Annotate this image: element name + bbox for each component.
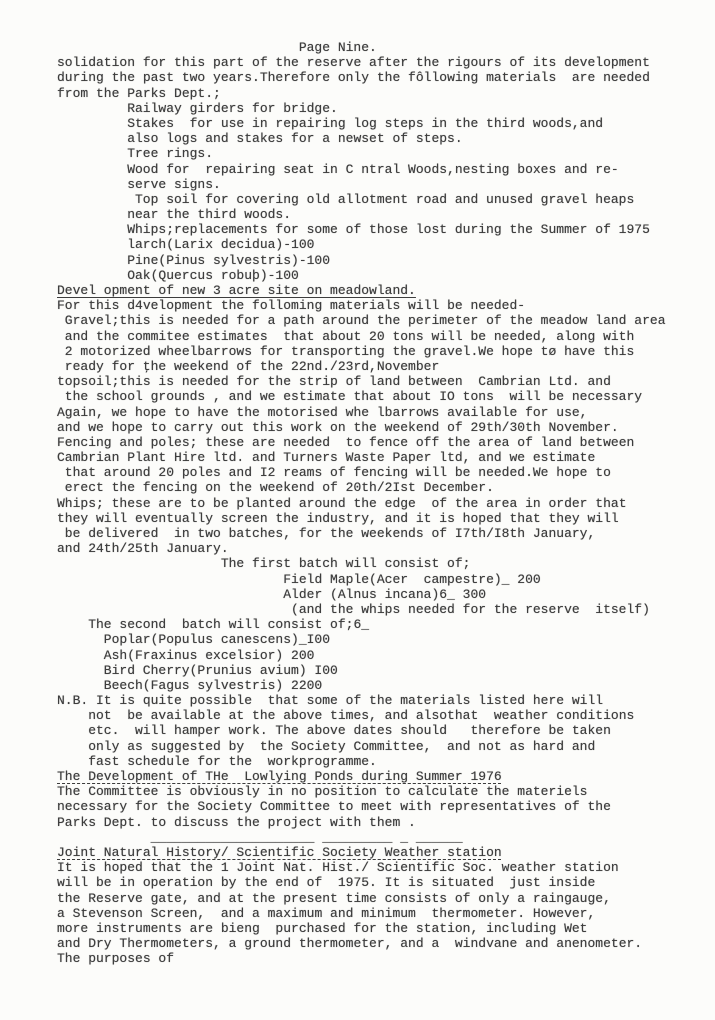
text-line	[57, 405, 715, 420]
text-line-text: Stakes for use in repairing log steps in the third woods,and	[127, 115, 604, 131]
text-line-text: a Stevenson Screen, and a maximum and minimum thermometer. However,	[57, 905, 596, 921]
text-line	[57, 374, 715, 389]
text-line	[57, 708, 715, 723]
text-line-text: they will eventually screen the industry, and it is hoped that they will	[57, 510, 619, 526]
text-line-text: Parks Dept. to discuss the project with them .	[57, 814, 416, 830]
text-line	[57, 207, 715, 222]
text-line	[57, 389, 715, 404]
text-line	[57, 572, 715, 587]
text-line-text: will be in operation by the end of 1975. It is situated just inside	[57, 875, 596, 891]
text-line-text: Wood for repairing seat in C ntral Woods,nesting boxes and re-	[127, 161, 619, 177]
text-line-text: also logs and stakes for a newset of steps.	[127, 131, 463, 147]
text-line-text: necessary for the Society Committee to meet with representatives of the	[57, 799, 611, 815]
section-heading-lowlying-ponds-text: The Development of THe Lowlying Ponds during Summer 1976	[57, 769, 502, 784]
text-line-text: and 24th/25th January.	[57, 541, 229, 557]
text-line	[57, 663, 715, 678]
text-line-text: Beech(Fagus sylvestris) 2200	[103, 677, 323, 693]
text-line-text: the Reserve gate, and at the present time consists of only a raingauge,	[57, 890, 611, 906]
text-line	[57, 891, 715, 906]
text-line	[57, 253, 715, 268]
text-line	[57, 101, 715, 116]
text-line	[57, 587, 715, 602]
text-line-text: solidation for this part of the reserve after the rigours of its development	[57, 55, 650, 71]
text-line-text: more instruments are bieng purchased for the station, including Wet	[57, 920, 588, 936]
text-line	[57, 556, 715, 571]
text-line-text: not be available at the above times, and alsothat weather conditions	[88, 708, 635, 724]
text-line-text: from the Parks Dept.;	[57, 85, 221, 101]
text-line-text: be delivered in two batches, for the weekends of I7th/I8th January,	[64, 526, 596, 541]
text-line	[57, 906, 715, 921]
text-line-text: Tree rings.	[127, 146, 214, 162]
text-line	[57, 359, 715, 374]
text-line-text: Fencing and poles; these are needed to fence off the area of land between	[57, 434, 635, 450]
text-line	[57, 739, 715, 754]
text-line-text: The second batch will consist of;6_	[88, 617, 370, 633]
text-line	[57, 860, 715, 875]
text-line	[57, 344, 715, 359]
text-line	[57, 602, 715, 617]
text-line-text: Ash(Fraxinus excelsior) 200	[103, 647, 315, 663]
text-line-text: Whips;replacements for some of those lost during the Summer of 1975	[127, 222, 650, 238]
text-line	[57, 496, 715, 511]
text-line-text: topsoil;this is needed for the strip of land between Cambrian Ltd. and	[57, 374, 611, 390]
text-line	[57, 450, 715, 465]
text-line	[57, 298, 715, 313]
overline-rule	[57, 830, 715, 845]
text-line	[57, 480, 715, 495]
text-line	[57, 617, 715, 632]
overline-rule-text: _____________________ _________ _ ______	[150, 829, 463, 845]
text-line-text: fast schedule for the workprogramme.	[88, 753, 377, 769]
text-line	[57, 222, 715, 237]
text-line	[57, 313, 715, 328]
text-line	[57, 693, 715, 708]
text-line-text: 2 motorized wheelbarrows for transporting the gravel.We hope tø have this	[64, 343, 635, 359]
page-number-text: Page Nine.	[298, 40, 377, 55]
text-line-text: ready for ţhe weekend of the 22nd./23rd,November	[64, 358, 440, 374]
text-line	[57, 723, 715, 738]
text-line-text: Pine(Pinus sylvestris)-100	[127, 252, 331, 268]
text-line-text: and Dry Thermometers, a ground thermometer, and a windvane and anenometer.	[57, 936, 643, 952]
text-line-text: Field Maple(Acer campestre)_ 200	[283, 571, 541, 587]
text-line	[57, 875, 715, 890]
text-line	[57, 70, 715, 85]
text-line-text: serve signs.	[127, 176, 221, 192]
section-heading-meadowland-text: Devel opment of new 3 acre site on meadowland.	[57, 283, 416, 298]
text-line-text: Alder (Alnus incana)6_ 300	[283, 586, 487, 602]
text-line-text: (and the whips needed for the reserve itself)	[291, 601, 650, 617]
text-line-text: Railway girders for bridge.	[127, 100, 338, 116]
text-line	[57, 541, 715, 556]
text-line-text: during the past two years.Therefore only the fôllowing materials are needed	[57, 70, 650, 86]
text-line-text: only as suggested by the Society Committee, and not as hard and	[88, 738, 596, 754]
text-line	[57, 921, 715, 936]
section-heading-meadowland	[57, 283, 715, 298]
text-line	[57, 526, 715, 541]
text-line-text: near the third woods.	[127, 207, 292, 223]
text-line-text: and we hope to carry out this work on the weekend of 29th/30th November.	[57, 419, 619, 435]
text-line	[57, 784, 715, 799]
section-heading-lowlying-ponds	[57, 769, 715, 784]
text-line-text: N.B. It is quite possible that some of the materials listed here will	[57, 693, 604, 709]
text-line	[57, 131, 715, 146]
text-line-text: Again, we hope to have the motorised whe lbarrows available for use,	[57, 404, 588, 420]
text-line	[57, 192, 715, 207]
text-line	[57, 799, 715, 814]
text-line	[57, 936, 715, 951]
text-line	[57, 329, 715, 344]
text-line-text: etc. will hamper work. The above dates should therefore be taken	[88, 723, 611, 739]
text-line	[57, 420, 715, 435]
text-line-text: Poplar(Populus canescens)_I00	[103, 632, 331, 648]
text-line-text: The Committee is obviously in no position to calculate the materiels	[57, 784, 588, 800]
text-line-text: It is hoped that the 1 Joint Nat. Hist./ Scientific Soc. weather station	[57, 860, 619, 876]
text-line-text: For this d4velopment the folloming materials will be needed-	[57, 298, 526, 314]
section-heading-weather-station-text: Joint Natural History/ Scientific Society Weather station	[57, 844, 502, 860]
text-line-text: Top soil for covering old allotment road and unused gravel heaps	[135, 191, 635, 207]
text-line-text: that around 20 poles and I2 reams of fencing will be needed.We hope to	[64, 465, 611, 481]
section-heading-weather-station	[57, 845, 715, 860]
text-line	[57, 162, 715, 177]
text-line-text: Gravel;this is needed for a path around the perimeter of the meadow land area	[64, 313, 666, 329]
text-line-text: Bird Cherry(Prunius avium) I00	[103, 662, 338, 678]
text-line	[57, 237, 715, 252]
text-line-text: The first batch will consist of;	[220, 556, 471, 572]
text-line-text: and the commitee estimates that about 20 tons will be needed, along with	[64, 328, 635, 344]
text-line	[57, 146, 715, 161]
text-line-text: Whips; these are to be planted around the edge of the area in order that	[57, 495, 627, 511]
text-line	[57, 511, 715, 526]
text-line-text: larch(Larix decidua)-100	[127, 237, 315, 253]
text-line	[57, 754, 715, 769]
text-line	[57, 86, 715, 101]
text-line	[57, 435, 715, 450]
page-number	[57, 40, 715, 55]
text-line	[57, 951, 715, 966]
text-line	[57, 648, 715, 663]
text-line	[57, 55, 715, 70]
text-line-text: the school grounds , and we estimate that about IO tons will be necessary	[64, 389, 643, 405]
document-text	[57, 40, 715, 966]
text-line-text: Oak(Quercus robuþ)-100	[127, 267, 299, 283]
text-line-text: Cambrian Plant Hire ltd. and Turners Waste Paper ltd, and we estimate	[57, 450, 596, 466]
text-line	[57, 465, 715, 480]
text-line	[57, 177, 715, 192]
text-line	[57, 268, 715, 283]
text-line-text: erect the fencing on the weekend of 20th/2Ist December.	[64, 480, 494, 496]
text-line-text: The purposes of	[57, 951, 175, 967]
text-line	[57, 116, 715, 131]
text-line	[57, 815, 715, 830]
text-line	[57, 632, 715, 647]
text-line	[57, 678, 715, 693]
